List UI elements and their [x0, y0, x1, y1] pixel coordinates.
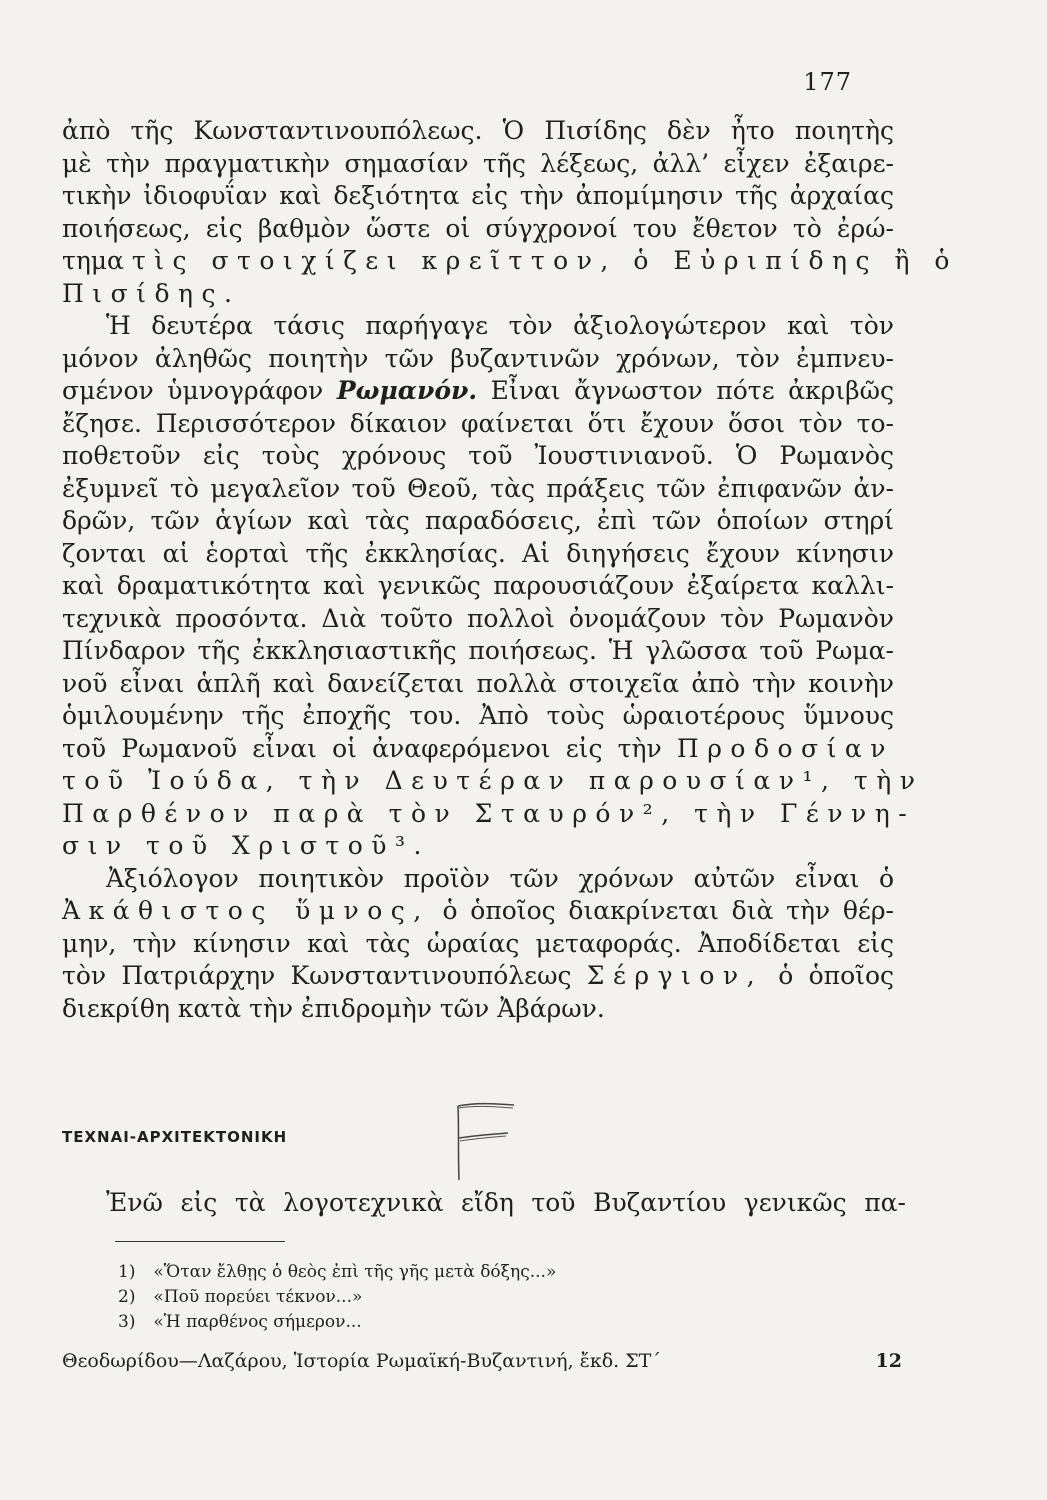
text-fragment: σμένον ὑμνογράφον: [62, 376, 324, 405]
footnote-number: 3): [118, 1312, 136, 1332]
text-line: ποθετοῦν εἰς τοὺς χρόνους τοῦ Ἰουστινιανοῦ. Ὁ Ρωμανὸς: [62, 441, 894, 470]
footnote-number: 1): [118, 1262, 136, 1282]
text-line: δρῶν, τῶν ἁγίων καὶ τὰς παραδόσεις, ἐπὶ τῶν ὁποίων στηρί: [62, 506, 894, 535]
text-line: νοῦ εἶναι ἁπλῆ καὶ δανείζεται πολλὰ στοιχεῖα ἀπὸ τὴν κοινὴν: [62, 668, 894, 698]
text-line: ἔζησε. Περισσότερον δίκαιον φαίνεται ὅτι ἔχουν ὅσοι τὸν το-: [62, 408, 894, 438]
text-fragment: τημα: [62, 246, 124, 275]
text-line: καὶ δραματικότητα καὶ γενικῶς παρουσιάζουν ἐξαίρετα καλλι-: [62, 571, 894, 600]
text-line: [62, 830, 894, 863]
footnote-divider: [115, 1241, 285, 1242]
footnote: [118, 1260, 556, 1285]
text-line: [62, 278, 894, 311]
text-line: μόνον ἀληθῶς ποιητὴν τῶν βυζαντινῶν χρόνων, τὸν ἐμπνευ-: [62, 343, 894, 373]
text-line: τεχνικὰ προσόντα. Διὰ τοῦτο πολλοὶ ὀνομάζουν τὸν Ρωμανὸν: [62, 603, 894, 633]
page-number: 177: [803, 68, 852, 96]
text-fragment: τὸν Πατριάρχην Κωνσταντινουπόλεως: [62, 961, 572, 990]
spaced-title: Ἀκάθιστος ὕμνος,: [62, 896, 430, 925]
signature-number: 12: [875, 1350, 902, 1372]
spaced-title: Προδοσίαν: [676, 733, 894, 763]
spaced-quotation: Πισίδης.: [62, 278, 241, 308]
text-line: διεκρίθη κατὰ τὴν ἐπιδρομὴν τῶν Ἀβάρων.: [62, 993, 605, 1023]
text-fragment: ὁ ὁποῖος διακρίνεται διὰ τὴν θέρ-: [442, 896, 895, 925]
text-fragment: τοῦ Ρωμανοῦ εἶναι οἱ ἀναφερόμενοι εἰς τὴν: [62, 733, 662, 763]
footnotes: [118, 1260, 556, 1335]
text-line: ἐξυμνεῖ τὸ μεγαλεῖον τοῦ Θεοῦ, τὰς πράξεις τῶν ἐπιφανῶν ἀν-: [62, 473, 894, 503]
text-line: [62, 245, 958, 278]
text-line: ἀπὸ τῆς Κωνσταντινουπόλεως. Ὁ Πισίδης δὲν ἦτο ποιητὴς: [62, 116, 894, 145]
text-line: [62, 798, 916, 831]
body-text: [62, 115, 958, 1025]
footnote: [118, 1310, 556, 1335]
spaced-quotation: τὶς στοιχίζει κρεῖττον, ὁ Εὐριπίδης ἢ ὁ: [131, 246, 958, 275]
section-first-line: Ἐνῶ εἰς τὰ λογοτεχνικὰ εἴδη τοῦ Βυζαντίου γενικῶς πα-: [106, 1188, 906, 1217]
text-line: μην, τὴν κίνησιν καὶ τὰς ὡραίας μεταφοράς. Ἀποδίδεται εἰς: [62, 928, 894, 958]
text-line: [62, 733, 894, 766]
footnote-text: «Ποῦ πορεύει τέκνον...»: [153, 1287, 363, 1307]
handwritten-f-mark: [448, 1094, 520, 1184]
text-line: [62, 375, 894, 408]
text-line: [62, 960, 894, 993]
spaced-title: σιν τοῦ Χριστοῦ³.: [62, 831, 430, 860]
text-line: τικὴν ἰδιοφυΐαν καὶ δεξιότητα εἰς τὴν ἀπομίμησιν τῆς ἀρχαίας: [62, 181, 894, 210]
spaced-title: Παρθένον παρὰ τὸν Σταυρόν², τὴν Γέννη-: [62, 798, 916, 828]
text-fragment: ὁ ὁποῖος: [778, 961, 894, 990]
text-line: Πίνδαρον τῆς ἐκκλησιαστικῆς ποιήσεως. Ἡ γλῶσσα τοῦ Ρωμα-: [62, 636, 894, 665]
paragraph-start: Ἡ δευτέρα τάσις παρήγαγε τὸν ἀξιολογώτερον καὶ τὸν: [106, 311, 894, 340]
text-fragment: Εἶναι ἄγνωστον πότε ἀκριβῶς: [490, 376, 894, 405]
text-line: ζονται αἱ ἑορταὶ τῆς ἐκκλησίας. Αἱ διηγήσεις ἔχουν κίνησιν: [62, 538, 894, 568]
spaced-name: Σέργιον,: [586, 961, 764, 990]
text-line: [62, 765, 924, 798]
page-footer: [62, 1350, 902, 1372]
emphasized-name: Ρωμανόν.: [336, 376, 478, 405]
footer-citation: Θεοδωρίδου—Λαζάρου, Ἱστορία Ρωμαϊκή-Βυζαντινή, ἔκδ. ΣΤ´: [62, 1350, 661, 1372]
footnote: [118, 1285, 556, 1310]
section-heading: ΤΕΧΝΑΙ-ΑΡΧΙΤΕΚΤΟΝΙΚΗ: [62, 1128, 288, 1146]
spaced-title: τοῦ Ἰούδα, τὴν Δευτέραν παρουσίαν¹, τὴν: [62, 766, 924, 795]
text-line: μὲ τὴν πραγματικὴν σημασίαν τῆς λέξεως, ἀλλ’ εἶχεν ἐξαιρε-: [62, 148, 894, 178]
text-line: ποιήσεως, εἰς βαθμὸν ὥστε οἱ σύγχρονοί του ἔθετον τὸ ἐρώ-: [62, 213, 894, 243]
footnote-number: 2): [118, 1287, 136, 1307]
text-line: [62, 895, 894, 928]
footnote-text: «Ἡ παρθένος σήμερον...: [153, 1312, 362, 1332]
text-line: ὁμιλουμένην τῆς ἐποχῆς του. Ἀπὸ τοὺς ὡραιοτέρους ὕμνους: [62, 701, 894, 730]
paragraph-start: Ἀξιόλογον ποιητικὸν προϊὸν τῶν χρόνων αὐτῶν εἶναι ὁ: [106, 863, 894, 893]
footnote-text: «Ὅταν ἔλθῃς ὁ θεὸς ἐπὶ τῆς γῆς μετὰ δόξης...»: [153, 1262, 557, 1282]
